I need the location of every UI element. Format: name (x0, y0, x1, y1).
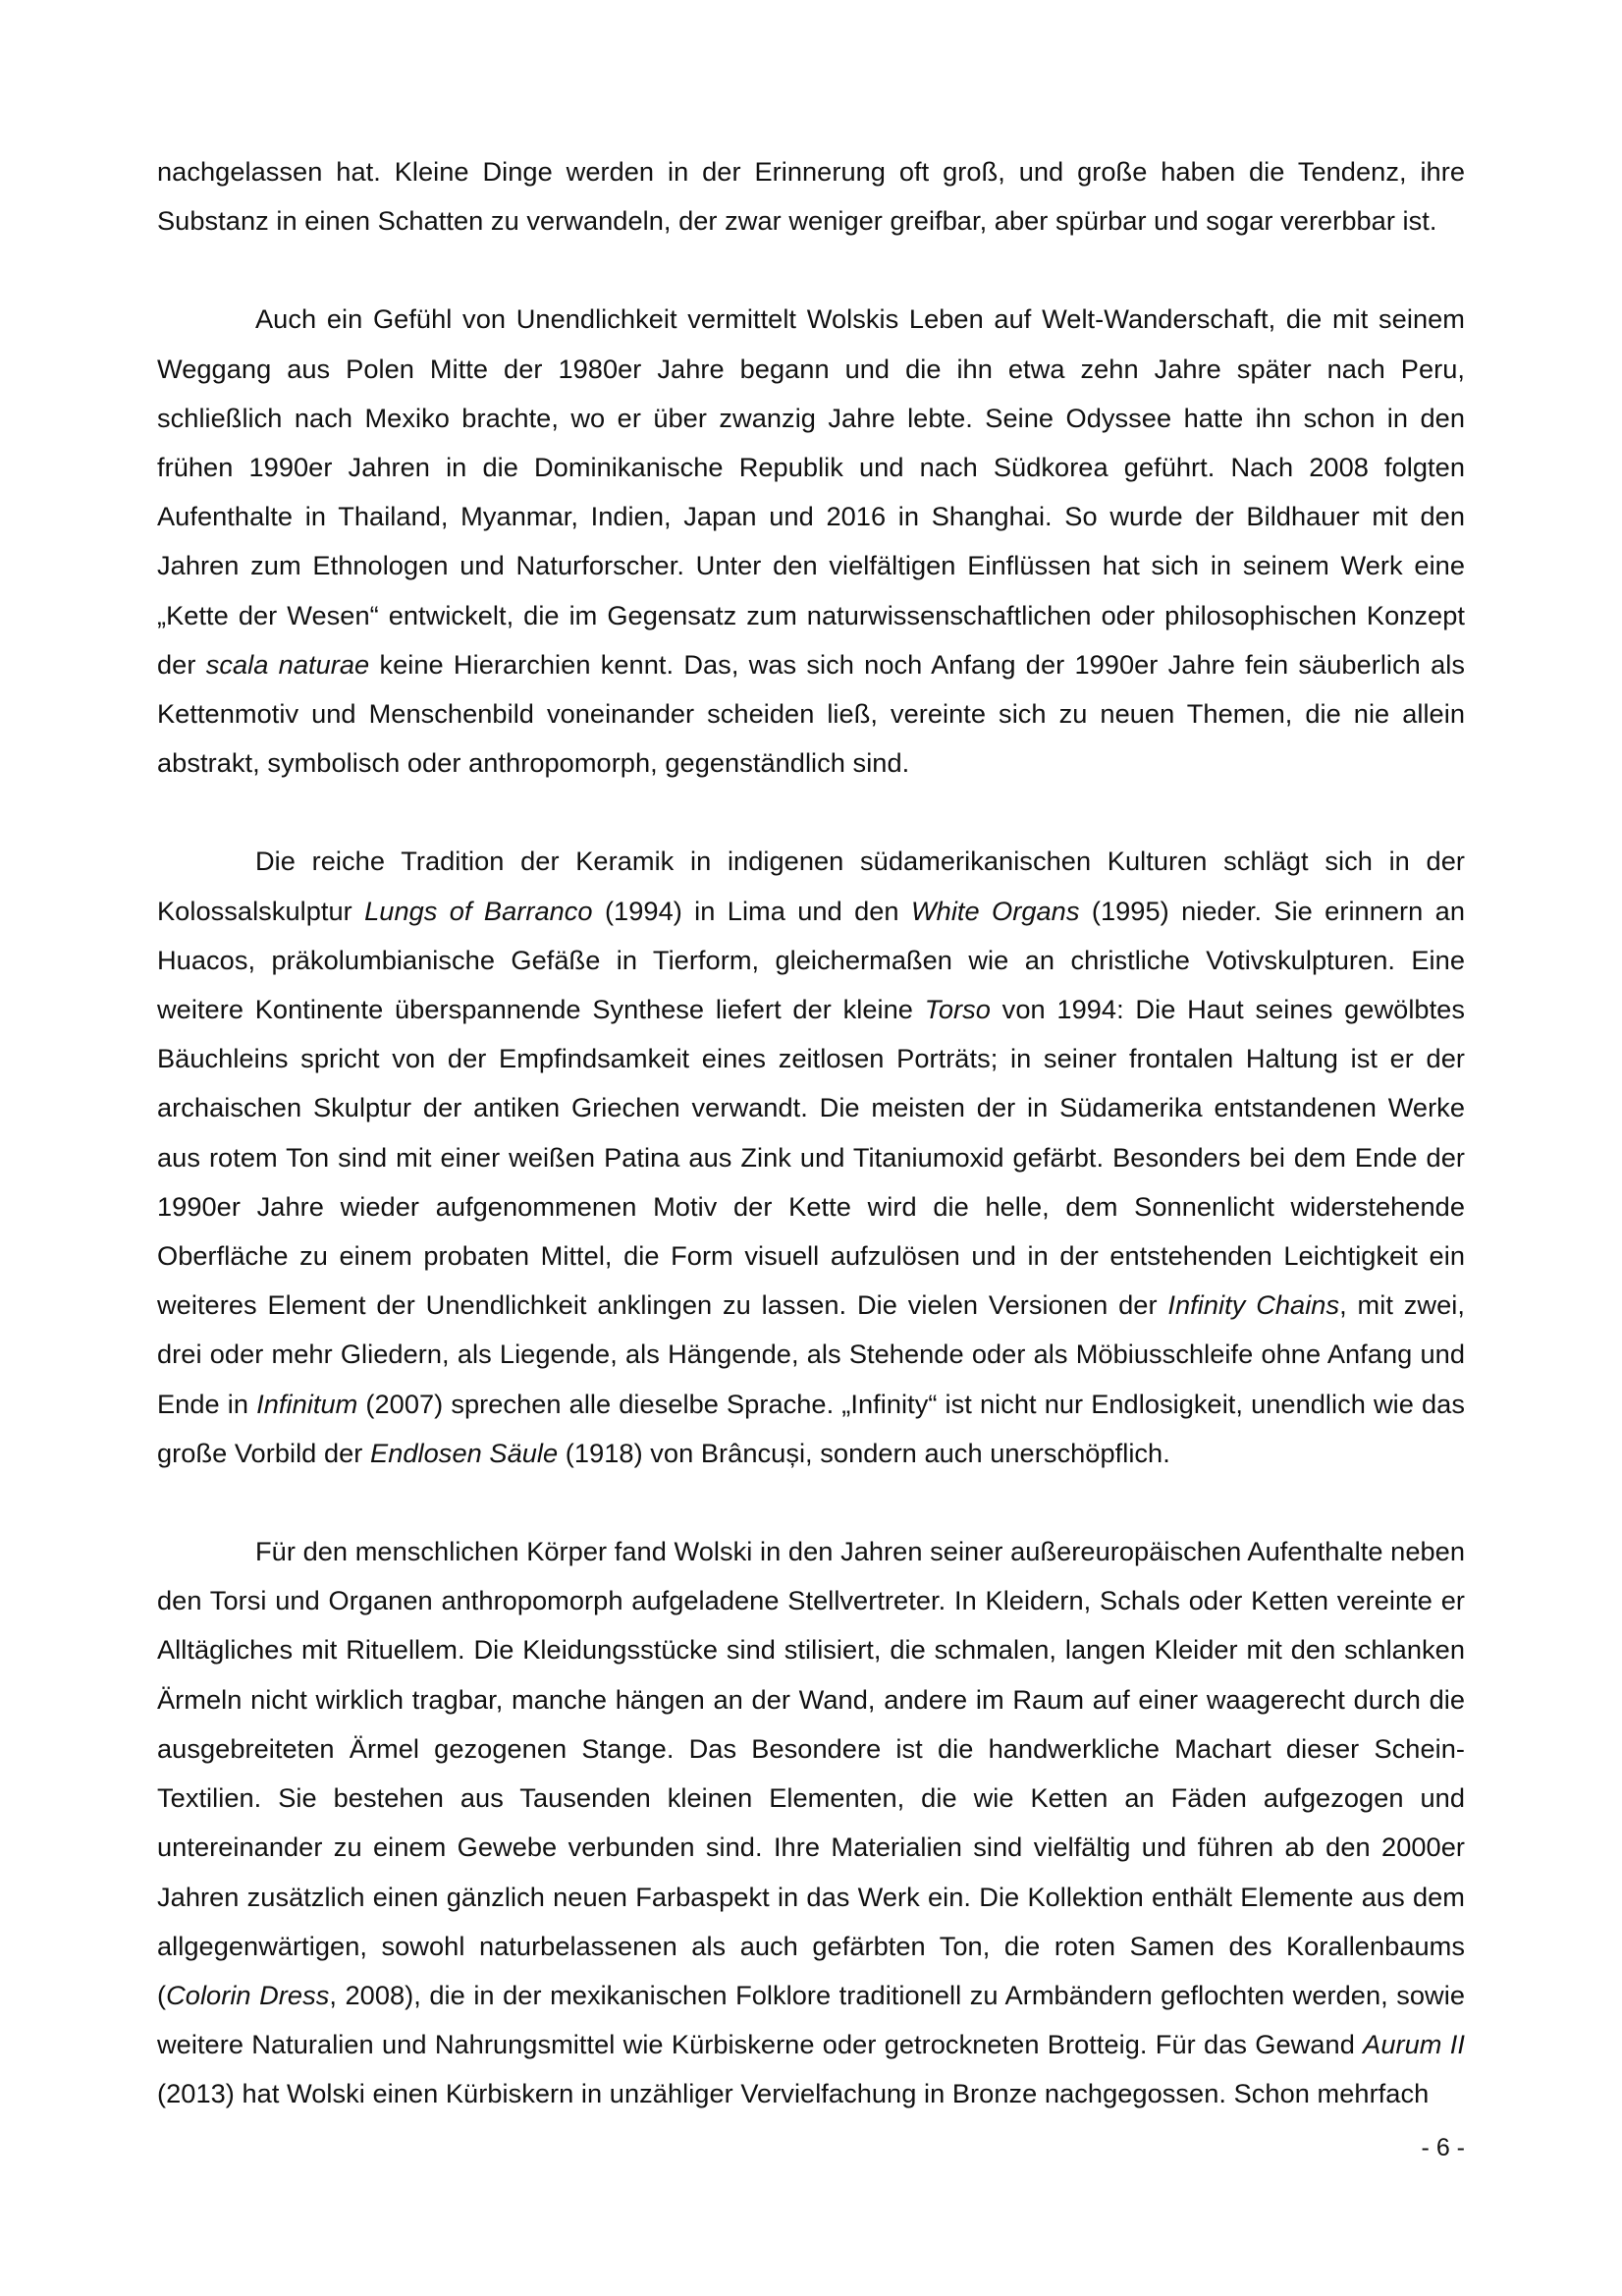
text-segment: von 1994: Die Haut seines gewölbtes Bäuchleins spricht von der Empfindsamkeit eines zeitlosen Porträts; in seiner frontalen Haltung ist er der archaischen Skulptur der antiken Griechen verwandt. Die meisten der in Südamerika entstandenen Werke aus rotem Ton sind mit einer weißen Patina aus Zink und Titaniumoxid gefärbt. Besonders bei dem Ende der 1990er Jahre wieder aufgenommenen Motiv der Kette wird die helle, dem Sonnenlicht widerstehende Oberfläche zu einem probaten Mittel, die Form visuell aufzulösen und in der entstehenden Leichtigkeit ein weiteres Element der Unendlichkeit anklingen zu lassen. Die vielen Versionen der (157, 994, 1465, 1321)
italic-title: Lungs of Barranco (364, 895, 593, 926)
paragraph-3 (157, 837, 1465, 1478)
italic-term: scala naturae (205, 648, 370, 680)
italic-title: Aurum II (1363, 2029, 1466, 2060)
italic-title: Infinitum (256, 1388, 358, 1419)
text-segment: (1995) nieder. Sie erinnern an Huacos, präkolumbianische Gefäße in Tierform, gleichermaßen wie an christliche Votivskulpturen. Eine weitere Kontinente überspannende Synthese liefert der kleine (157, 895, 1465, 1025)
italic-title: Infinity Chains (1167, 1289, 1340, 1321)
text-segment: Für den menschlichen Körper fand Wolski in den Jahren seiner außereuropäischen Aufenthalte neben den Torsi und Organen anthropomorph aufgeladene Stellvertreter. In Kleidern, Schals oder Ketten vereinte er Alltägliches mit Rituellem. Die Kleidungsstücke sind stilisiert, die schmalen, langen Kleider mit den schlanken Ärmeln nicht wirklich tragbar, manche hängen an der Wand, andere im Raum auf einer waagerecht durch die ausgebreiteten Ärmel gezogenen Stange. Das Besondere ist die handwerkliche Machart dieser Schein-Textilien. Sie bestehen aus Tausenden kleinen Elementen, die wie Ketten an Fäden aufgezogen und untereinander zu einem Gewebe verbunden sind. Ihre Materialien sind vielfältig und führen ab den 2000er Jahren zusätzlich einen gänzlich neuen Farbaspekt in das Werk ein. Die Kollektion enthält Elemente aus dem allgegenwärtigen, sowohl naturbelassenen als auch gefärbten Ton, die roten Samen des Korallenbaums ( (157, 1536, 1465, 2010)
paragraph-gap (157, 246, 1465, 295)
italic-title: Colorin Dress (166, 1979, 330, 2010)
text-segment: , mit zwei, drei oder mehr Gliedern, als Liegende, als Hängende, als Stehende oder als Möbiusschleife ohne Anfang und Ende in (157, 1289, 1465, 1419)
text-segment: (2007) sprechen alle dieselbe Sprache. „Infinity“ ist nicht nur Endlosigkeit, unendlich wie das große Vorbild der (157, 1388, 1465, 1468)
text-segment: keine Hierarchien kennt. Das, was sich noch Anfang der 1990er Jahre fein säuberlich als Kettenmotiv und Menschenbild voneinander scheiden ließ, vereinte sich zu neuen Themen, die nie allein abstrakt, symbolisch oder anthropomorph, gegenständlich sind. (157, 648, 1465, 779)
text-segment: nachgelassen hat. Kleine Dinge werden in der Erinnerung oft groß, und große haben die Tendenz, ihre Substanz in einen Schatten zu verwandeln, der zwar weniger greifbar, aber spürbar und sogar vererbbar ist. (157, 156, 1465, 237)
paragraph-1 (157, 147, 1465, 246)
text-segment: (2013) hat Wolski einen Kürbiskern in unzähliger Vervielfachung in Bronze nachgegossen. Schon mehrfach (157, 2078, 1430, 2109)
italic-title: Endlosen Säule (370, 1437, 559, 1468)
text-segment: (1994) in Lima und den (592, 895, 911, 926)
text-segment: , 2008), die in der mexikanischen Folklore traditionell zu Armbändern geflochten werden, sowie weitere Naturalien und Nahrungsmittel wie Kürbiskerne oder getrockneten Brotteig. Für das Gewand (157, 1979, 1466, 2060)
paragraph-4 (157, 1527, 1465, 2118)
italic-title: White Organs (910, 895, 1080, 926)
paragraph-gap (157, 1478, 1465, 1527)
text-segment: Die reiche Tradition der Keramik in indigenen südamerikanischen Kulturen schlägt sich in der Kolossalskulptur (157, 846, 1465, 926)
text-segment: Auch ein Gefühl von Unendlichkeit vermittelt Wolskis Leben auf Welt-Wanderschaft, die mit seinem Weggang aus Polen Mitte der 1980er Jahre begann und die ihn etwa zehn Jahre später nach Peru, schließlich nach Mexiko brachte, wo er über zwanzig Jahre lebte. Seine Odyssee hatte ihn schon in den frühen 1990er Jahren in die Dominikanische Republik und nach Südkorea geführt. Nach 2008 folgten Aufenthalte in Thailand, Myanmar, Indien, Japan und 2016 in Shanghai. So wurde der Bildhauer mit den Jahren zum Ethnologen und Naturforscher. Unter den vielfältigen Einflüssen hat sich in seinem Werk eine „Kette der Wesen“ entwickelt, die im Gegensatz zum naturwissenschaftlichen oder philosophischen Konzept der (157, 303, 1465, 680)
italic-title: Torso (924, 994, 991, 1025)
document-page (157, 147, 1465, 2119)
paragraph-2 (157, 295, 1465, 788)
paragraph-gap (157, 788, 1465, 837)
page-number: - 6 - (1421, 2134, 1465, 2161)
text-segment: (1918) von Brâncuși, sondern auch unerschöpflich. (558, 1437, 1170, 1468)
